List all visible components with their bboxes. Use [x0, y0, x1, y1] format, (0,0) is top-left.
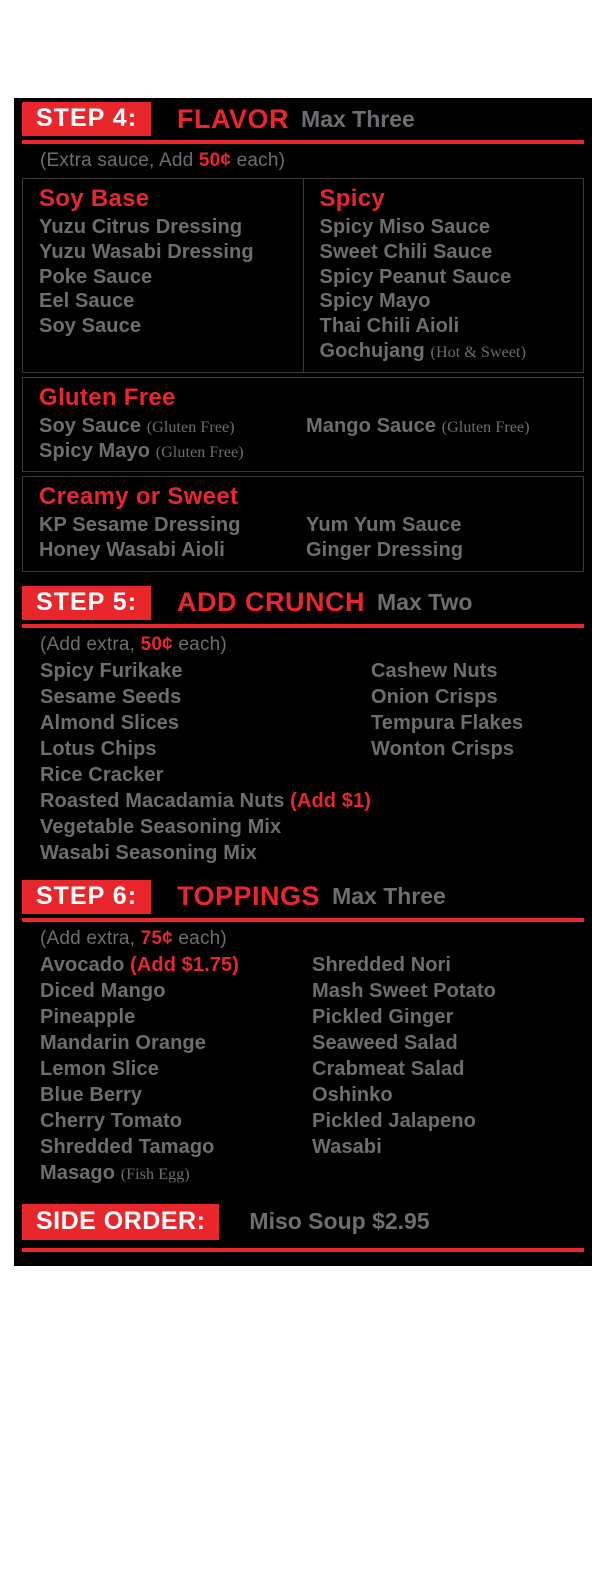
list-item[interactable]: Oshinko [312, 1083, 393, 1106]
step-4-tag: STEP 4: [22, 102, 151, 136]
list-item[interactable]: Soy Sauce [39, 315, 142, 338]
toppings-left-column [40, 952, 312, 1186]
list-item[interactable]: Tempura Flakes [370, 711, 524, 734]
spicy-heading: Spicy [319, 185, 386, 212]
step-4-header [22, 98, 584, 144]
list-item[interactable]: Wasabi Seasoning Mix [40, 841, 257, 864]
list-item[interactable]: KP Sesame Dressing [39, 514, 241, 537]
list-item[interactable]: Yum Yum Sauce [306, 514, 462, 537]
step-5-note-pre: (Add extra, [40, 633, 141, 655]
list-item[interactable] [320, 339, 574, 364]
step-4-note [14, 144, 592, 174]
list-item-label: Roasted Macadamia Nuts [40, 789, 291, 812]
list-item[interactable]: Thai Chili Aioli [319, 315, 460, 338]
list-item[interactable]: Cherry Tomato [40, 1109, 183, 1132]
soy-base-column [23, 179, 304, 372]
list-item[interactable]: Mandarin Orange [40, 1031, 206, 1054]
toppings-list [22, 952, 584, 1186]
list-item[interactable]: Spicy Peanut Sauce [319, 265, 512, 288]
step-5-tag: STEP 5: [22, 586, 151, 620]
list-item[interactable]: Lemon Slice [40, 1057, 159, 1080]
list-item-label: Gochujang [319, 339, 425, 362]
list-item-addon-price: (Add $1.75) [130, 953, 239, 976]
menu-panel [14, 98, 592, 1266]
gluten-free-heading: Gluten Free [39, 383, 176, 411]
list-item[interactable]: Diced Mango [40, 979, 166, 1002]
list-item[interactable]: Poke Sauce [39, 265, 153, 288]
step-6-tag: STEP 6: [22, 880, 151, 914]
list-item[interactable]: Almond Slices [40, 711, 180, 734]
list-item[interactable]: Wonton Crisps [370, 737, 515, 760]
step-5-note [14, 628, 592, 658]
step-5-title: ADD CRUNCH [177, 587, 366, 618]
list-item[interactable]: Cashew Nuts [370, 659, 498, 682]
list-item-label: Spicy Mayo [39, 439, 151, 462]
list-item[interactable]: Honey Wasabi Aioli [39, 539, 225, 562]
list-item[interactable]: Seaweed Salad [312, 1031, 458, 1054]
list-item[interactable]: Yuzu Wasabi Dressing [39, 240, 254, 263]
soy-base-heading: Soy Base [39, 185, 150, 212]
list-item[interactable] [40, 1160, 312, 1186]
list-item-label: Mango Sauce [306, 414, 437, 437]
list-item-qualifier: (Fish Egg) [120, 1165, 190, 1183]
step-4-note-post: each) [231, 150, 286, 171]
creamy-sweet-box [22, 476, 584, 572]
side-order-row [22, 1202, 584, 1242]
list-item-qualifier: (Gluten Free) [146, 418, 235, 436]
list-item[interactable]: Shredded Tamago [40, 1135, 215, 1158]
step-6-note-price: 75¢ [140, 927, 173, 949]
step-6-max: Max Three [332, 883, 446, 910]
list-item[interactable]: Yuzu Citrus Dressing [39, 216, 243, 238]
list-item[interactable]: Vegetable Seasoning Mix [40, 815, 282, 838]
step-5-header [22, 582, 584, 628]
list-item[interactable]: Eel Sauce [39, 290, 135, 313]
step-4-note-pre: (Extra sauce, Add [40, 150, 199, 171]
list-item-label: Masago [40, 1161, 121, 1184]
step-4-note-price: 50¢ [198, 150, 232, 171]
gluten-free-column [23, 378, 583, 472]
list-item[interactable]: Spicy Miso Sauce [319, 216, 491, 238]
list-item-qualifier: (Gluten Free) [441, 418, 530, 436]
step-6-note [14, 922, 592, 952]
list-item[interactable]: Ginger Dressing [306, 539, 464, 562]
step-6-title: TOPPINGS [177, 881, 321, 912]
list-item-label: Avocado [40, 953, 131, 976]
step-5-max: Max Two [377, 589, 473, 616]
step-6-note-pre: (Add extra, [40, 927, 141, 949]
list-item[interactable]: Sweet Chili Sauce [319, 240, 493, 263]
list-item[interactable]: Mash Sweet Potato [312, 979, 496, 1002]
creamy-sweet-heading: Creamy or Sweet [39, 483, 239, 511]
step-5-note-post: each) [172, 633, 227, 655]
list-item[interactable]: Spicy Furikake [40, 659, 183, 682]
gluten-free-box [22, 377, 584, 473]
list-item[interactable]: Shredded Nori [312, 953, 452, 976]
step-4-title: FLAVOR [177, 103, 290, 134]
list-item[interactable]: Wasabi [312, 1135, 382, 1158]
spacer [14, 866, 592, 876]
add-crunch-right-column [371, 658, 584, 866]
spicy-column [304, 179, 584, 372]
list-item[interactable]: Pineapple [40, 1005, 136, 1028]
creamy-sweet-column [23, 477, 583, 571]
list-item[interactable]: Rice Cracker [40, 763, 164, 786]
list-item[interactable]: Crabmeat Salad [312, 1057, 465, 1080]
list-item[interactable] [39, 414, 306, 439]
list-item[interactable] [306, 414, 573, 439]
list-item[interactable]: Onion Crisps [370, 685, 498, 708]
list-item[interactable] [40, 788, 371, 814]
add-crunch-left-column [40, 658, 371, 866]
list-item[interactable]: Lotus Chips [40, 737, 157, 760]
list-item[interactable] [39, 439, 306, 464]
list-item-label: Soy Sauce [39, 414, 142, 437]
side-order-tag: SIDE ORDER: [22, 1204, 219, 1240]
list-item[interactable]: Sesame Seeds [40, 685, 182, 708]
list-item[interactable]: Pickled Ginger [312, 1005, 454, 1028]
list-item[interactable]: Spicy Mayo [319, 290, 431, 313]
step-5-note-price: 50¢ [140, 633, 173, 655]
flavor-base-box [22, 178, 584, 373]
step-4-max: Max Three [301, 105, 415, 132]
list-item[interactable]: Blue Berry [40, 1083, 143, 1106]
step-6-header [22, 876, 584, 922]
list-item-qualifier: (Gluten Free) [155, 443, 244, 461]
list-item[interactable]: Pickled Jalapeno [312, 1109, 476, 1132]
step-6-note-post: each) [172, 927, 227, 949]
add-crunch-list [22, 658, 584, 866]
side-order-underline [22, 1248, 584, 1252]
list-item-qualifier: (Hot & Sweet) [430, 343, 527, 361]
list-item[interactable] [40, 952, 312, 978]
side-order-item[interactable]: Miso Soup $2.95 [249, 1208, 430, 1235]
list-item-addon-price: (Add $1) [290, 789, 371, 812]
toppings-right-column [312, 952, 584, 1186]
spacer [14, 572, 592, 582]
